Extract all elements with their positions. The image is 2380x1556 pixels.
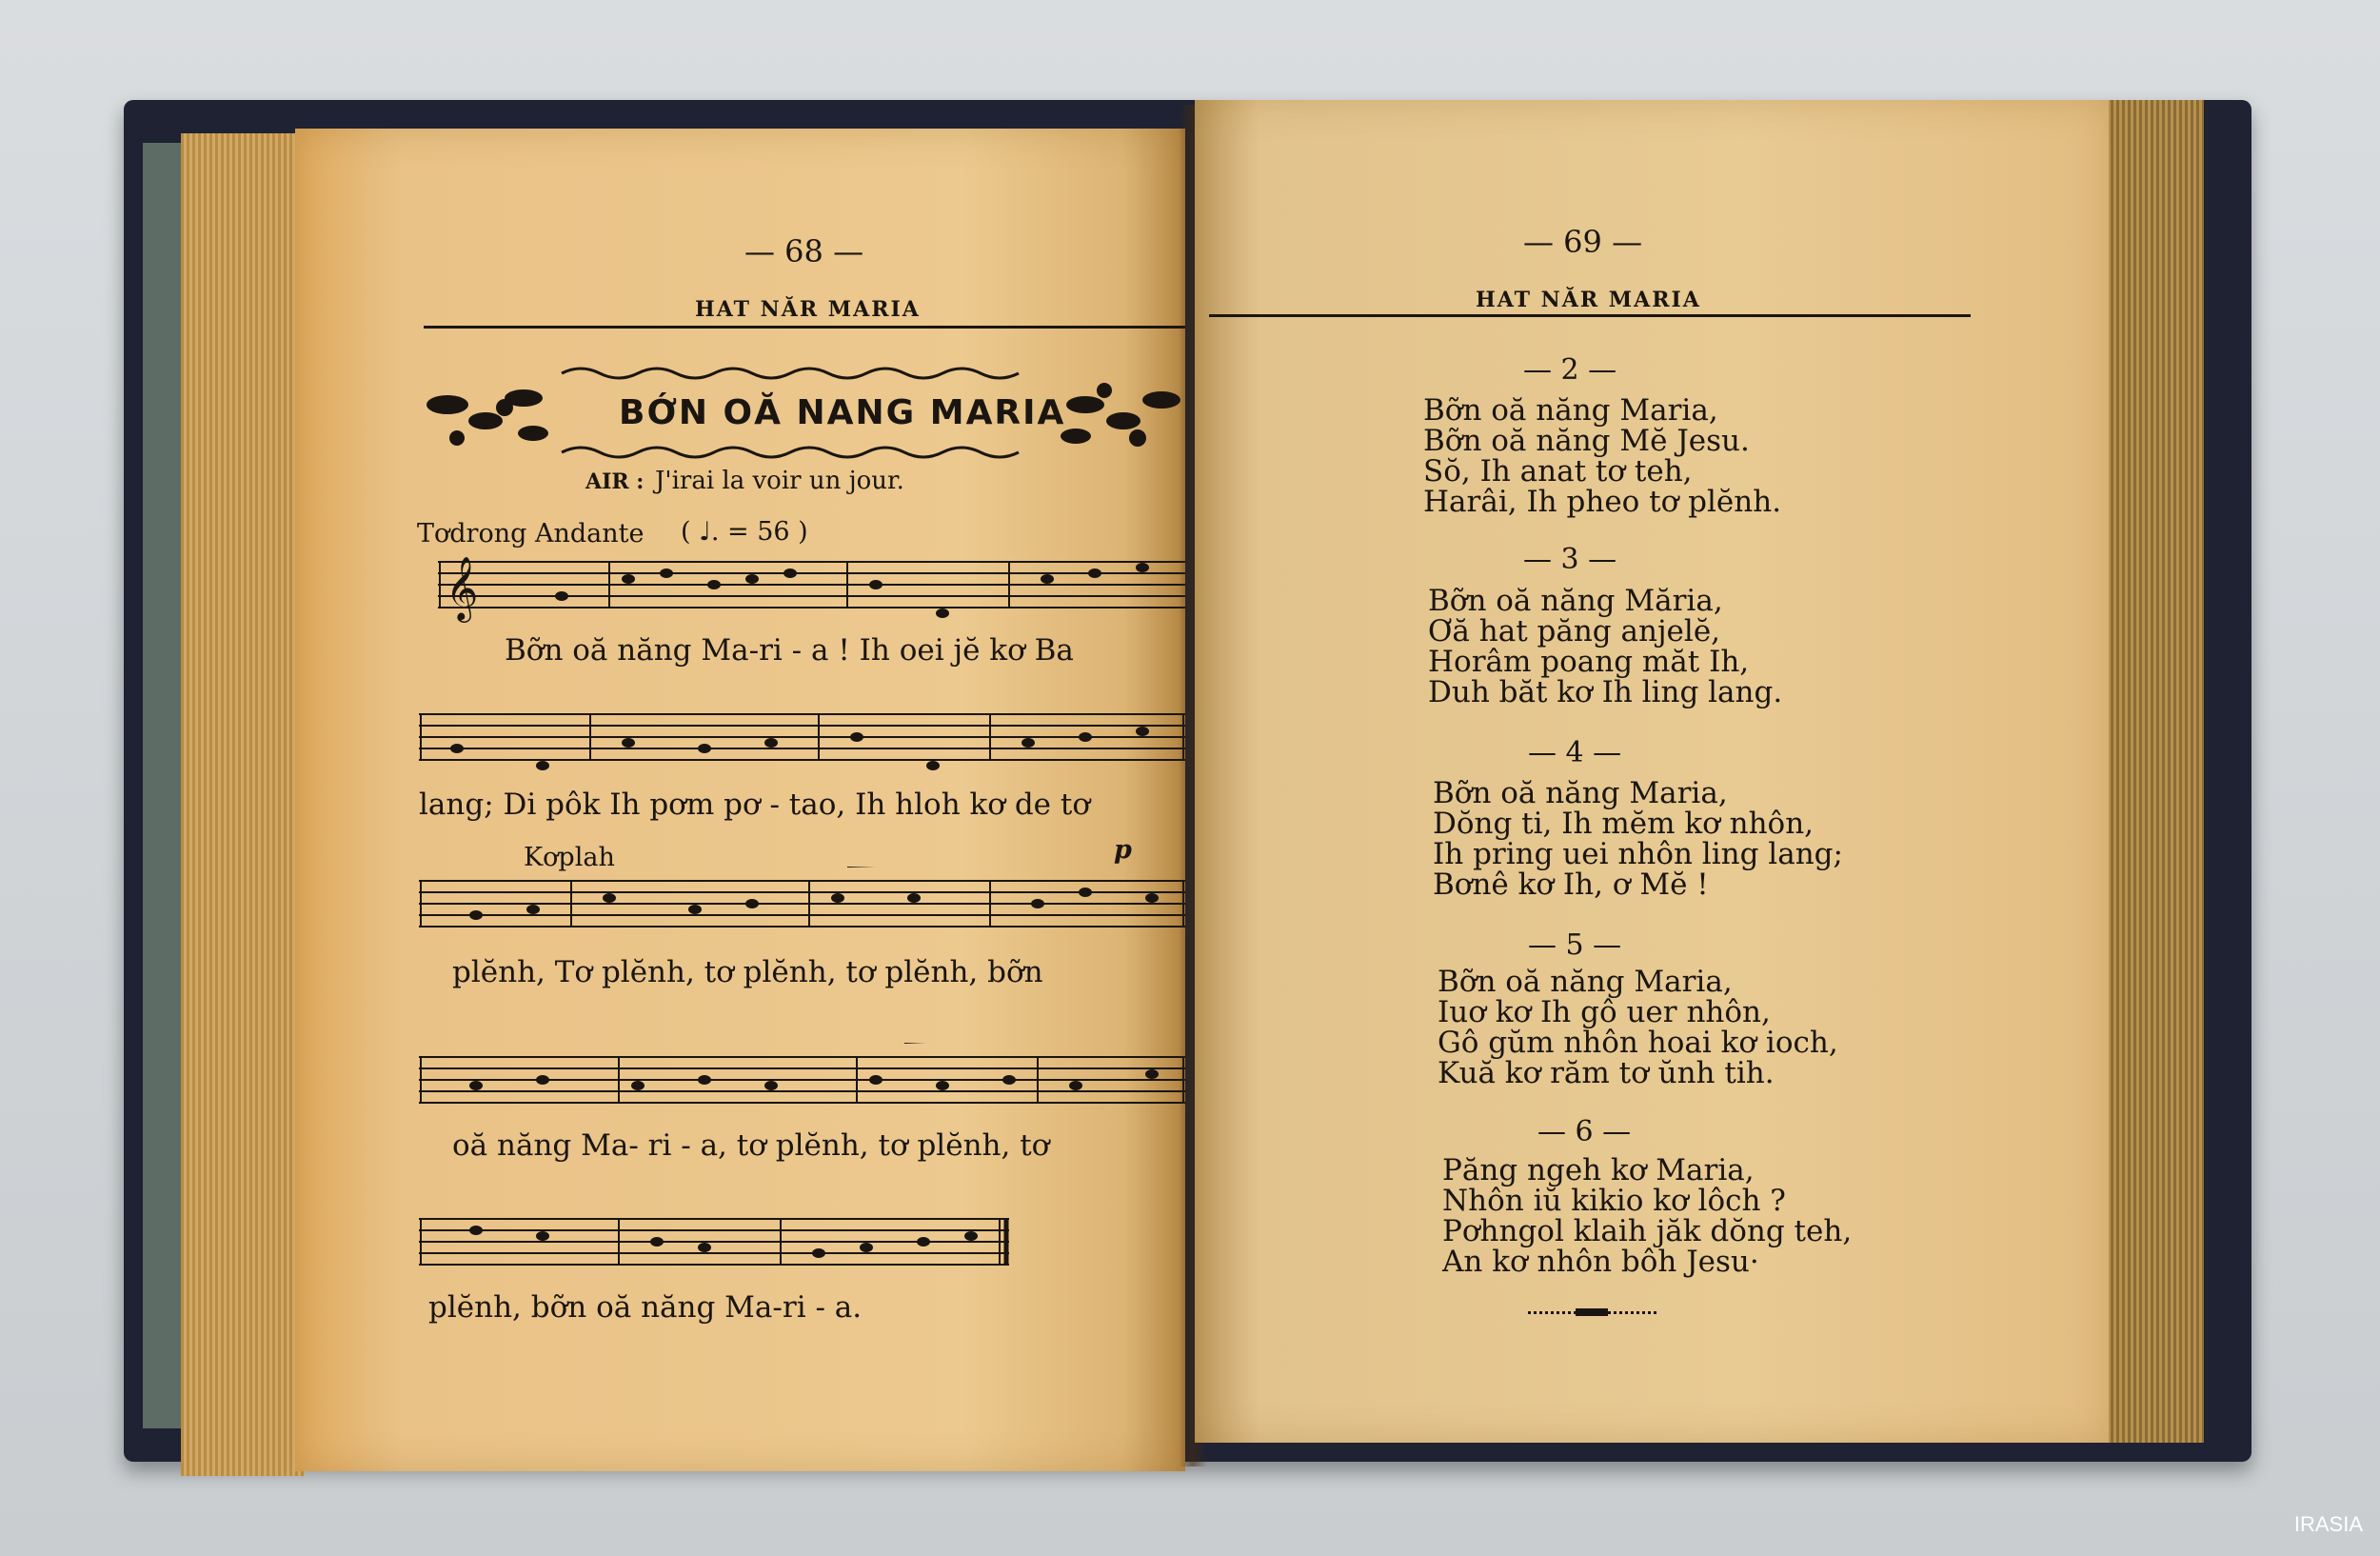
air-text: J'irai la voir un jour. — [655, 467, 904, 495]
song-title: BỚN OĂ NANG MARIA — [619, 393, 1066, 432]
right-page-edges — [2099, 100, 2204, 1443]
stanza-5-number: — 5 — — [1528, 928, 1622, 962]
stanza-6-line-4: An kơ nhôn bôh Jesu· — [1442, 1245, 1759, 1279]
stanza-3-line-3: Horâm poang măt Ih, — [1428, 645, 1750, 679]
stanza-4-number: — 4 — — [1528, 736, 1622, 769]
lyric-line-1: Bỡn oă năng Ma-ri - a ! Ih oei jĕ kơ Ba — [505, 633, 1074, 668]
stanza-2-line-2: Bỡn oă năng Mĕ Jesu. — [1423, 424, 1750, 458]
stanza-4-line-2: Dŏng ti, Ih mĕm kơ nhôn, — [1433, 807, 1815, 841]
stanza-5-line-4: Kuă kơ răm tơ ŭnh tih. — [1438, 1056, 1775, 1090]
music-staff-2 — [419, 700, 1185, 776]
left-page — [295, 129, 1185, 1471]
stanza-5-line-3: Gô gŭm nhôn hoai kơ ioch, — [1438, 1026, 1838, 1060]
stanza-2-number: — 2 — — [1523, 353, 1617, 387]
stanza-3-line-1: Bỡn oă năng Măria, — [1428, 584, 1723, 618]
stanza-3-line-4: Duh băt kơ Ih ling lang. — [1428, 675, 1783, 709]
left-running-title: HAT NĂR MARIA — [695, 297, 921, 322]
music-staff-5 — [419, 1205, 1009, 1281]
stanza-6-line-2: Nhôn iŭ kikio kơ lôch ? — [1442, 1184, 1786, 1218]
stanza-3-line-2: Ơă hat păng anjelĕ, — [1428, 614, 1721, 648]
tempo-marking: Tơdrong Andante — [417, 519, 645, 549]
right-running-title: HAT NĂR MARIA — [1476, 288, 1701, 312]
right-header-rule — [1209, 314, 1971, 317]
stanza-2-line-1: Bỡn oă năng Maria, — [1423, 393, 1718, 428]
music-staff-3 — [419, 867, 1185, 943]
air-label: AIR : — [585, 469, 645, 494]
lyric-line-2: lang; Di pôk Ih pơm pơ - tao, Ih hloh kơ de tơ — [419, 788, 1090, 822]
end-ornament-mark — [1576, 1308, 1608, 1316]
left-header-rule — [424, 326, 1185, 329]
svg-text:𝄞: 𝄞 — [446, 555, 479, 620]
lyric-line-5: plĕnh, bỡn oă năng Ma-ri - a. — [428, 1290, 863, 1325]
left-page-edges — [181, 133, 305, 1476]
stanza-6-line-1: Păng ngeh kơ Maria, — [1442, 1153, 1755, 1187]
stanza-3-number: — 3 — — [1523, 543, 1617, 576]
left-page-number: — 68 — — [744, 233, 864, 269]
dynamic-piano: p — [1114, 835, 1132, 865]
music-staff-4 — [419, 1043, 1185, 1119]
dynamic-koplah: Kơplah — [524, 843, 615, 872]
stanza-6-number: — 6 — — [1537, 1115, 1632, 1148]
stanza-6-line-3: Pơhngol klaih jăk dŏng teh, — [1442, 1214, 1853, 1248]
stanza-5-line-1: Bỡn oă năng Maria, — [1438, 965, 1733, 999]
tempo-metronome: ( ♩. = 56 ) — [681, 517, 808, 547]
stanza-5-line-2: Iuơ kơ Ih gô uer nhôn, — [1438, 995, 1771, 1029]
music-staff-1 — [438, 548, 1185, 624]
right-page-number: — 69 — — [1523, 224, 1643, 260]
stanza-4-line-1: Bỡn oă năng Maria, — [1433, 776, 1728, 810]
right-page — [1195, 100, 2109, 1443]
lyric-line-3: plĕnh, Tơ plĕnh, tơ plĕnh, tơ plĕnh, bỡn — [452, 955, 1043, 989]
stanza-4-line-4: Bơnê kơ Ih, ơ Mĕ ! — [1433, 868, 1709, 902]
watermark: IRASIA — [2293, 1512, 2363, 1536]
stanza-2-line-4: Harâi, Ih pheo tơ plĕnh. — [1423, 485, 1782, 519]
lyric-line-4: oă năng Ma- ri - a, tơ plĕnh, tơ plĕnh, tơ — [452, 1128, 1050, 1163]
stanza-2-line-3: Sŏ, Ih anat tơ teh, — [1423, 454, 1693, 489]
stanza-4-line-3: Ih pring uei nhôn ling lang; — [1433, 837, 1843, 871]
